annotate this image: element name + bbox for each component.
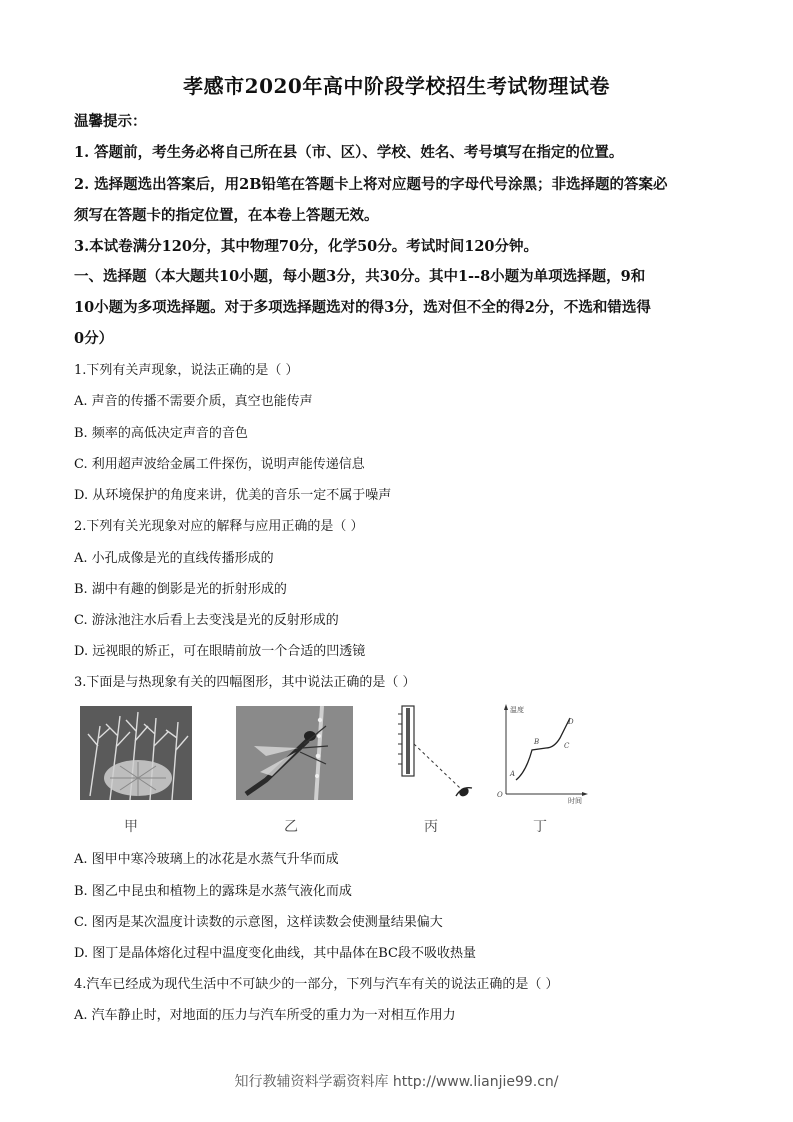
- thermometer-reading-figure: [390, 704, 480, 804]
- graph-point-c: C: [564, 742, 570, 750]
- question-4-option-a: A. 汽车静止时，对地面的压力与汽车所受的重力为一对相互作用力: [74, 1008, 456, 1023]
- question-2-stem: 2.下列有关光现象对应的解释与应用正确的是（ ）: [74, 519, 364, 534]
- question-1-option-d: D. 从环境保护的角度来讲，优美的音乐一定不属于噪声: [74, 488, 392, 503]
- figure-caption-yi: 乙: [284, 819, 298, 835]
- question-1-option-a: A. 声音的传播不需要介质，真空也能传声: [74, 394, 313, 409]
- question-3-option-b: B. 图乙中昆虫和植物上的露珠是水蒸气液化而成: [74, 884, 352, 899]
- graph-point-a: A: [510, 770, 516, 778]
- figure-caption-jia: 甲: [124, 819, 138, 835]
- question-1-option-c: C. 利用超声波给金属工件探伤，说明声能传递信息: [74, 457, 365, 472]
- question-3-option-c: C. 图丙是某次温度计读数的示意图，这样读数会使测量结果偏大: [74, 915, 443, 930]
- question-4-stem: 4.汽车已经成为现代生活中不可缺少的一部分，下列与汽车有关的说法正确的是（ ）: [74, 977, 559, 992]
- graph-point-d: D: [568, 718, 574, 726]
- question-1-stem: 1.下列有关声现象，说法正确的是（ ）: [74, 363, 299, 378]
- tips-heading: 温馨提示：: [74, 113, 147, 130]
- dragonfly-dew-figure: [236, 706, 353, 800]
- footer-watermark: 知行教辅资料学霸资料库 http://www.lianjie99.cn/: [234, 1074, 559, 1090]
- tip-line-2: 2. 选择题选出答案后，用2B铅笔在答题卡上将对应题号的字母代号涂黑；非选择题的答案必: [74, 176, 668, 193]
- graph-origin-label: O: [497, 791, 503, 799]
- question-1-option-b: B. 频率的高低决定声音的音色: [74, 426, 248, 441]
- tip-line-4: 3.本试卷满分120分，其中物理70分，化学50分。考试时间120分钟。: [74, 238, 539, 255]
- tip-line-3: 须写在答题卡的指定位置，在本卷上答题无效。: [74, 207, 379, 224]
- question-2-option-c: C. 游泳池注水后看上去变浅是光的反射形成的: [74, 613, 339, 628]
- exam-title: 孝感市2020年高中阶段学校招生考试物理试卷: [183, 74, 610, 98]
- graph-x-label: 时间: [568, 797, 582, 804]
- frost-pattern-figure: [80, 706, 192, 800]
- section-heading-line-2: 10小题为多项选择题。对于多项选择题选对的得3分，选对但不全的得2分，不选和错选得: [74, 299, 651, 316]
- question-2-option-d: D. 远视眼的矫正，可在眼睛前放一个合适的凹透镜: [74, 644, 366, 659]
- figure-caption-bing: 丙: [424, 819, 438, 835]
- question-2-option-a: A. 小孔成像是光的直线传播形成的: [74, 551, 274, 566]
- question-3-option-a: A. 图甲中寒冷玻璃上的冰花是水蒸气升华而成: [74, 852, 339, 867]
- graph-y-label: 温度: [510, 706, 524, 714]
- figure-caption-ding: 丁: [533, 819, 547, 835]
- graph-point-b: B: [534, 738, 540, 746]
- question-2-option-b: B. 湖中有趣的倒影是光的折射形成的: [74, 582, 287, 597]
- question-3-option-d: D. 图丁是晶体熔化过程中温度变化曲线，其中晶体在BC段不吸收热量: [74, 946, 476, 961]
- melting-curve-graph: [494, 702, 590, 804]
- question-3-stem: 3.下面是与热现象有关的四幅图形，其中说法正确的是（ ）: [74, 675, 416, 690]
- section-heading-line-1: 一、选择题（本大题共10小题，每小题3分，共30分。其中1--8小题为单项选择题，9和: [74, 268, 646, 285]
- tip-line-1: 1. 答题前，考生务必将自己所在县（市、区）、学校、姓名、考号填写在指定的位置。: [74, 144, 624, 161]
- section-heading-line-3: 0分）: [74, 330, 114, 347]
